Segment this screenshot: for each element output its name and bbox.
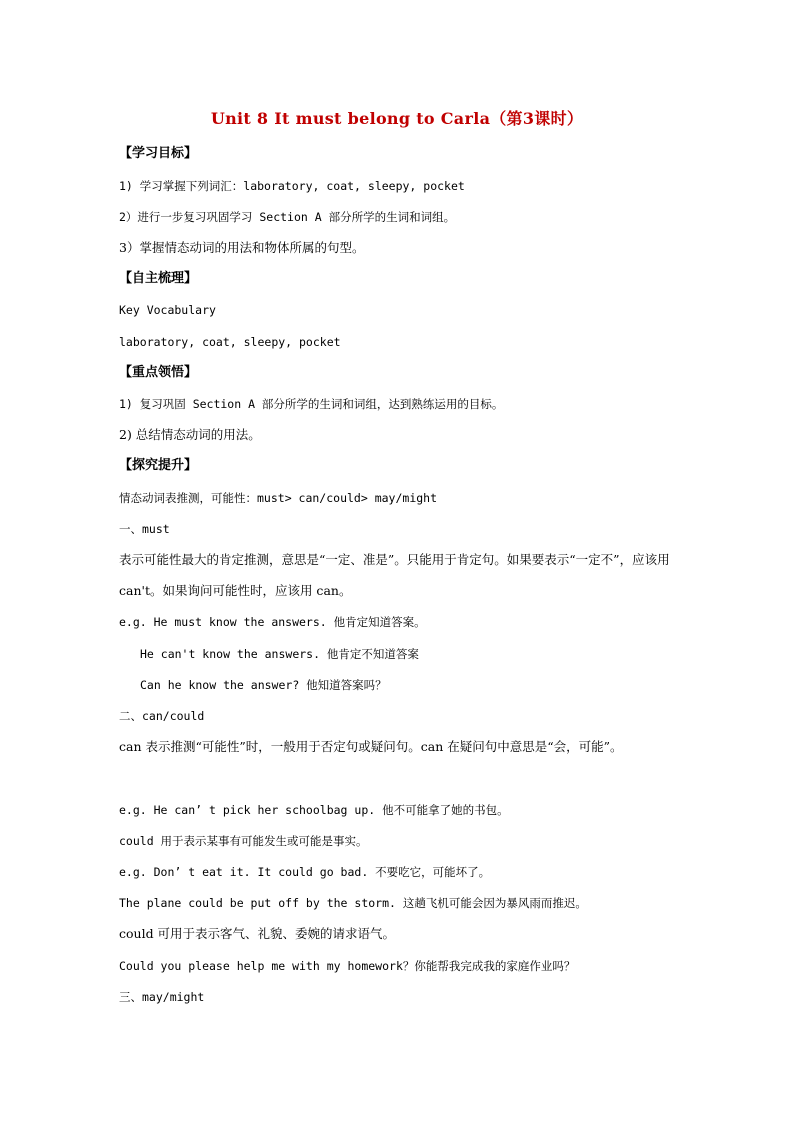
can-example: e.g. He can’ t pick her schoolbag up. 他不可能拿了她的书包。 — [119, 803, 509, 817]
section-heading-key-points: 【重点领悟】 — [119, 365, 198, 380]
could-explanation: could 用于表示某事有可能发生或可能是事实。 — [119, 834, 368, 848]
could-example-1: e.g. Don’ t eat it. It could go bad. 不要吃它，可能坏了。 — [119, 865, 491, 879]
document-title: Unit 8 It must belong to Carla（第3课时） — [210, 109, 584, 128]
could-example-2: The plane could be put off by the storm. 这趟飞机可能会因为暴风雨而推迟。 — [119, 896, 587, 910]
must-example-1: e.g. He must know the answers. 他肯定知道答案。 — [119, 615, 426, 629]
key-point-line-1: 1) 复习巩固 Section A 部分所学的生词和词组，达到熟练运用的目标。 — [119, 397, 504, 411]
key-point-line-2: 2) 总结情态动词的用法。 — [119, 427, 261, 442]
section-heading-explore: 【探究提升】 — [119, 458, 198, 473]
goal-line-1: 1) 学习掌握下列词汇：laboratory, coat, sleepy, pocket — [119, 179, 465, 193]
can-explanation: can 表示推测“可能性”时，一般用于否定句或疑问句。can 在疑问句中意思是“会，可能”。 — [119, 739, 623, 754]
must-example-3: Can he know the answer? 他知道答案吗？ — [140, 678, 387, 692]
subheading-may-might: 三、may/might — [119, 990, 205, 1004]
could-polite-example: Could you please help me with my homework？你能帮我完成我的家庭作业吗？ — [119, 959, 576, 973]
vocabulary-list: laboratory, coat, sleepy, pocket — [119, 335, 341, 349]
could-polite-explanation: could 可用于表示客气、礼貌、委婉的请求语气。 — [119, 926, 396, 941]
modal-verbs-intro: 情态动词表推测，可能性：must> can/could> may/might — [119, 491, 438, 505]
subheading-must: 一、must — [119, 522, 170, 536]
subheading-can-could: 二、can/could — [119, 709, 205, 723]
section-heading-self-review: 【自主梳理】 — [119, 271, 198, 286]
must-explanation: 表示可能性最大的肯定推测，意思是“一定、准是”。只能用于肯定句。如果要表示“一定不”，应该用 can't。如果询问可能性时，应该用 can。 — [119, 552, 670, 598]
goal-line-3: 3）掌握情态动词的用法和物体所属的句型。 — [119, 240, 365, 255]
goal-line-2: 2）进行一步复习巩固学习 Section A 部分所学的生词和词组。 — [119, 210, 456, 224]
must-example-2: He can't know the answers. 他肯定不知道答案 — [140, 647, 419, 661]
key-vocabulary-label: Key Vocabulary — [119, 303, 216, 317]
section-heading-learning-goals: 【学习目标】 — [119, 146, 198, 161]
